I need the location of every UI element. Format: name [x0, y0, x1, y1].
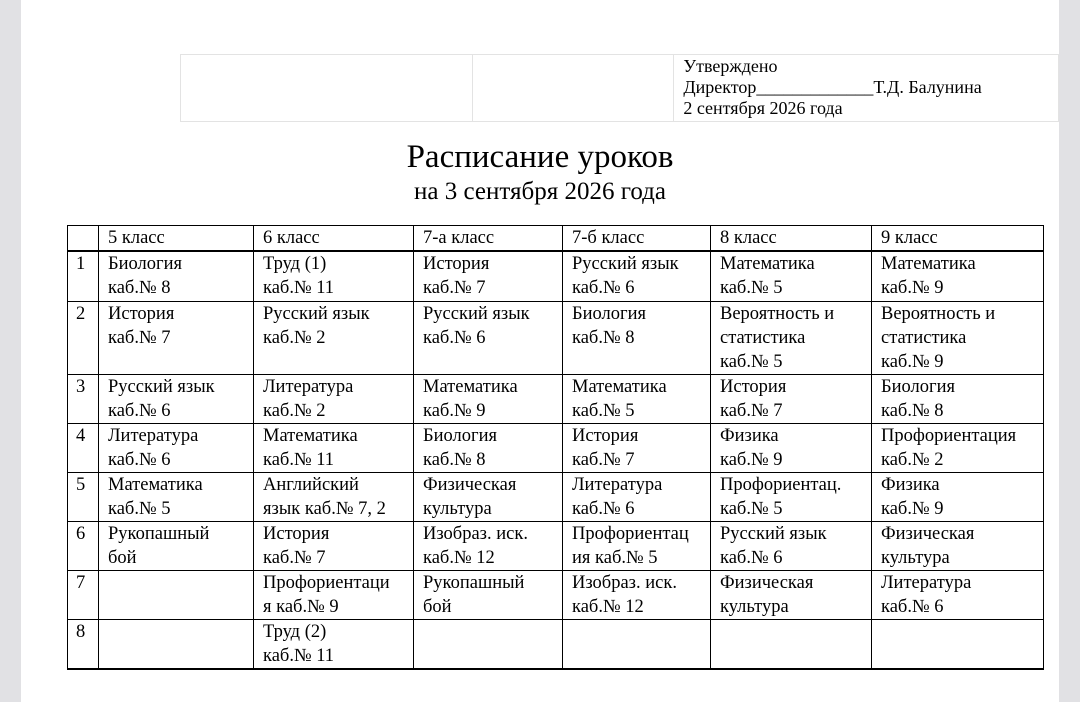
lesson-cell	[872, 251, 1044, 301]
lesson-cell	[563, 251, 711, 301]
lesson-cell	[254, 619, 414, 669]
approval-date: 2 сентября 2026 года	[683, 98, 843, 118]
lesson-cell	[254, 472, 414, 521]
approval-label: Утверждено	[683, 56, 778, 76]
lesson-cell	[414, 521, 563, 570]
lesson-number: 2	[68, 301, 99, 374]
lesson-cell	[872, 570, 1044, 619]
lesson-text: Русский язык	[720, 523, 827, 544]
lesson-cell	[99, 570, 254, 619]
document-subtitle: на 3 сентября 2026 года	[414, 178, 666, 205]
lesson-text: каб.№ 7	[572, 449, 635, 470]
lesson-text: Физическая	[423, 474, 517, 495]
lesson-text: культура	[720, 596, 789, 617]
lesson-text: каб.№ 5	[720, 498, 783, 519]
lesson-text: Изобраз. иск.	[423, 523, 528, 544]
lesson-cell	[563, 619, 711, 669]
lesson-cell	[872, 423, 1044, 472]
document-page	[21, 0, 1059, 702]
lesson-cell	[563, 570, 711, 619]
header-lesson-number	[68, 226, 99, 252]
lesson-cell	[254, 521, 414, 570]
approval-block	[180, 54, 1059, 122]
lesson-cell	[254, 251, 414, 301]
lesson-text: Рукопашный	[108, 523, 210, 544]
lesson-cell	[254, 423, 414, 472]
lesson-text: каб.№ 6	[572, 498, 635, 519]
lesson-text: Физическая	[881, 523, 975, 544]
lesson-cell	[872, 521, 1044, 570]
lesson-text: Русский язык	[423, 303, 530, 324]
lesson-text: История	[263, 523, 330, 544]
header-class-2: 6 класс	[254, 226, 414, 252]
lesson-text: каб.№ 11	[263, 278, 335, 298]
approval-empty-cell-2	[472, 55, 673, 122]
lesson-text: каб.№ 6	[108, 400, 171, 421]
table-row	[68, 374, 1044, 423]
lesson-text: язык каб.№ 7, 2	[263, 498, 386, 519]
lesson-text: Изобраз. иск.	[572, 572, 677, 593]
lesson-text: культура	[423, 498, 492, 519]
lesson-text: Вероятность и	[881, 303, 996, 324]
lesson-number: 4	[68, 423, 99, 472]
lesson-cell	[563, 423, 711, 472]
header-class-3: 7-а класс	[414, 226, 563, 252]
lesson-cell	[99, 301, 254, 374]
lesson-text: Труд (1)	[263, 254, 327, 274]
lesson-text: Биология	[423, 425, 498, 446]
lesson-cell	[563, 472, 711, 521]
lesson-text: Биология	[881, 376, 956, 397]
lesson-text: каб.№ 7	[263, 547, 326, 568]
lesson-text: каб.№ 7	[720, 400, 783, 421]
lesson-text: Профориентац.	[720, 474, 842, 495]
schedule-table	[67, 225, 1044, 670]
lesson-text: культура	[881, 547, 950, 568]
lesson-text: Вероятность и	[720, 303, 835, 324]
lesson-text: каб.№ 9	[881, 351, 944, 372]
lesson-cell	[872, 619, 1044, 669]
table-row	[68, 619, 1044, 669]
lesson-text: каб.№ 12	[423, 547, 495, 568]
lesson-text: Литература	[263, 376, 354, 397]
lesson-text: бой	[108, 547, 137, 568]
table-row	[68, 521, 1044, 570]
lesson-cell	[414, 570, 563, 619]
lesson-text: каб.№ 8	[108, 278, 171, 298]
lesson-text: каб.№ 7	[423, 278, 486, 298]
lesson-cell	[563, 374, 711, 423]
lesson-cell	[711, 423, 872, 472]
lesson-cell	[872, 374, 1044, 423]
lesson-cell	[711, 521, 872, 570]
lesson-text: каб.№ 7	[108, 327, 171, 348]
lesson-text: Математика	[108, 474, 203, 495]
lesson-text: Биология	[572, 303, 647, 324]
lesson-cell	[99, 374, 254, 423]
table-row	[68, 251, 1044, 301]
lesson-text: каб.№ 5	[720, 278, 783, 298]
lesson-text: Физика	[720, 425, 779, 446]
lesson-text: каб.№ 6	[881, 596, 944, 617]
lesson-text: каб.№ 11	[263, 449, 335, 470]
lesson-cell	[711, 301, 872, 374]
lesson-text: История	[572, 425, 639, 446]
lesson-text: Математика	[263, 425, 358, 446]
lesson-cell	[254, 374, 414, 423]
lesson-number: 8	[68, 619, 99, 669]
lesson-text: каб.№ 8	[423, 449, 486, 470]
lesson-cell	[414, 301, 563, 374]
lesson-text: каб.№ 5	[108, 498, 171, 519]
lesson-text: каб.№ 6	[720, 547, 783, 568]
lesson-text: каб.№ 5	[572, 400, 635, 421]
lesson-text: ия каб.№ 5	[572, 547, 658, 568]
lesson-text: Рукопашный	[423, 572, 525, 593]
document-title: Расписание уроков	[406, 139, 674, 175]
lesson-text: Физическая	[720, 572, 814, 593]
header-class-1: 5 класс	[99, 226, 254, 252]
lesson-text: каб.№ 9	[881, 278, 944, 298]
table-row	[68, 570, 1044, 619]
lesson-text: каб.№ 2	[263, 327, 326, 348]
lesson-text: История	[423, 254, 490, 274]
lesson-number: 6	[68, 521, 99, 570]
lesson-cell	[711, 251, 872, 301]
lesson-cell	[414, 619, 563, 669]
lesson-text: Литература	[881, 572, 972, 593]
lesson-text: каб.№ 8	[881, 400, 944, 421]
lesson-cell	[99, 619, 254, 669]
schedule-body	[68, 251, 1044, 669]
lesson-cell	[99, 251, 254, 301]
lesson-text: каб.№ 11	[263, 645, 335, 666]
lesson-text: Литература	[108, 425, 199, 446]
header-class-5: 8 класс	[711, 226, 872, 252]
lesson-text: каб.№ 6	[108, 449, 171, 470]
lesson-cell	[872, 301, 1044, 374]
lesson-text: бой	[423, 596, 452, 617]
header-class-6: 9 класс	[872, 226, 1044, 252]
lesson-text: Математика	[423, 376, 518, 397]
lesson-text: каб.№ 9	[720, 449, 783, 470]
lesson-text: Математика	[720, 254, 815, 274]
lesson-text: каб.№ 6	[423, 327, 486, 348]
lesson-number: 1	[68, 251, 99, 301]
lesson-text: Русский язык	[572, 254, 679, 274]
lesson-cell	[563, 301, 711, 374]
lesson-cell	[99, 423, 254, 472]
lesson-cell	[711, 374, 872, 423]
lesson-text: я каб.№ 9	[263, 596, 339, 617]
lesson-text: Профориентац	[572, 523, 689, 544]
lesson-cell	[711, 619, 872, 669]
lesson-cell	[254, 301, 414, 374]
approval-text-cell	[674, 55, 1059, 122]
lesson-cell	[711, 472, 872, 521]
lesson-text: каб.№ 2	[881, 449, 944, 470]
schedule-header-row	[68, 226, 1044, 252]
lesson-text: История	[720, 376, 787, 397]
lesson-text: статистика	[720, 327, 806, 348]
lesson-text: каб.№ 9	[881, 498, 944, 519]
lesson-cell	[872, 472, 1044, 521]
lesson-text: Английский	[263, 474, 359, 495]
lesson-text: Труд (2)	[263, 621, 327, 642]
lesson-cell	[414, 251, 563, 301]
lesson-cell	[99, 521, 254, 570]
lesson-cell	[414, 472, 563, 521]
lesson-text: Русский язык	[263, 303, 370, 324]
lesson-text: каб.№ 2	[263, 400, 326, 421]
table-row	[68, 423, 1044, 472]
lesson-number: 7	[68, 570, 99, 619]
lesson-text: Литература	[572, 474, 663, 495]
lesson-cell	[254, 570, 414, 619]
table-row	[68, 472, 1044, 521]
lesson-text: Математика	[881, 254, 976, 274]
lesson-text: Физика	[881, 474, 940, 495]
director-signature-line: Директор_____________Т.Д. Балунина	[683, 77, 982, 97]
lesson-cell	[414, 374, 563, 423]
lesson-text: каб.№ 6	[572, 278, 635, 298]
lesson-text: Биология	[108, 254, 183, 274]
approval-empty-cell-1	[181, 55, 473, 122]
lesson-text: Профориентаци	[263, 572, 390, 593]
header-class-4: 7-б класс	[563, 226, 711, 252]
lesson-number: 5	[68, 472, 99, 521]
lesson-text: каб.№ 5	[720, 351, 783, 372]
lesson-text: История	[108, 303, 175, 324]
lesson-text: каб.№ 8	[572, 327, 635, 348]
table-row	[68, 301, 1044, 374]
lesson-text: Русский язык	[108, 376, 215, 397]
lesson-text: каб.№ 9	[423, 400, 486, 421]
lesson-cell	[414, 423, 563, 472]
lesson-cell	[99, 472, 254, 521]
lesson-text: статистика	[881, 327, 967, 348]
lesson-cell	[711, 570, 872, 619]
lesson-number: 3	[68, 374, 99, 423]
lesson-text: каб.№ 12	[572, 596, 644, 617]
lesson-text: Математика	[572, 376, 667, 397]
lesson-cell	[563, 521, 711, 570]
lesson-text: Профориентация	[881, 425, 1017, 446]
